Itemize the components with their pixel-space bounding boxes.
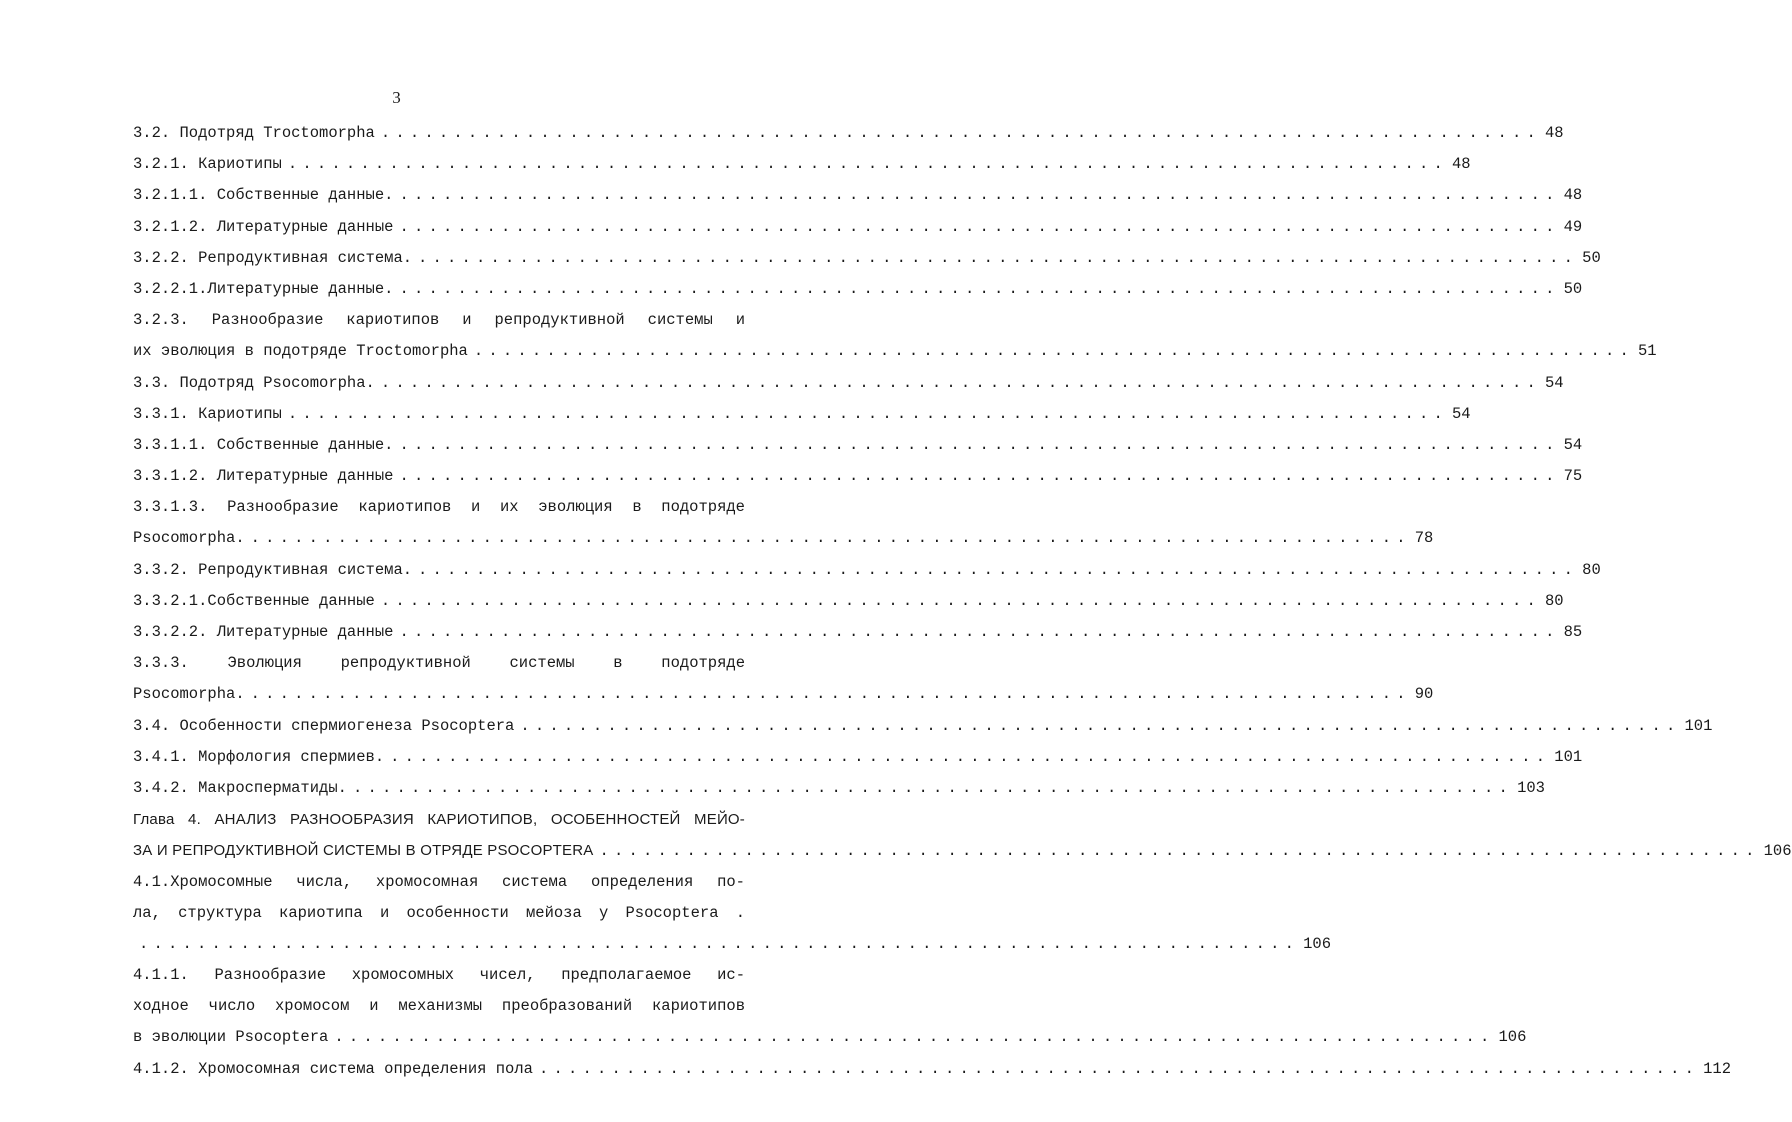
- dot-leader: ................................................................................: [287, 404, 1448, 423]
- toc-entry-text: 3.3.2. Репродуктивная система.: [133, 560, 413, 579]
- toc-line: ла, структура кариотипа и особенности мейоза у Psocoptera .: [133, 903, 745, 922]
- toc-line: 3.3.1.3. Разнообразие кариотипов и их эволюция в подотряде: [133, 498, 745, 517]
- dot-leader: ................................................................................: [287, 155, 1448, 174]
- toc-line: [133, 274, 1583, 305]
- toc-page-number: 101: [1554, 747, 1583, 766]
- dot-leader: ................................................................................: [399, 623, 1560, 641]
- dot-leader: ................................................................................: [399, 186, 1560, 205]
- toc-line: [133, 1022, 1527, 1053]
- dot-leader: ................................................................................: [250, 685, 1411, 704]
- toc-page-number: 54: [1544, 373, 1564, 392]
- toc-line: [133, 586, 1564, 617]
- dot-leader: ................................................................................: [380, 124, 1541, 142]
- toc-line: [133, 555, 1601, 586]
- toc-line: [133, 430, 1583, 461]
- dot-leader: ................................................................................: [380, 373, 1541, 392]
- toc-entry-text: 3.3.1.2. Литературные данные: [133, 467, 394, 486]
- toc-entry-text: 3.3.2.2. Литературные данные: [133, 623, 394, 641]
- toc-entry-text: в эволюции Psocoptera: [133, 1028, 329, 1047]
- toc-page-number: 106: [1763, 842, 1792, 861]
- toc-page-number: 50: [1563, 279, 1583, 298]
- toc-page-number: 101: [1684, 716, 1713, 735]
- toc-entry-text: 3.2. Подотряд Troctomorpha: [133, 124, 375, 142]
- toc-line: [133, 929, 1332, 960]
- toc-entry-text: 4.1.2. Хромосомная система определения пола: [133, 1059, 533, 1078]
- toc-entry-text: 3.4.2. Макросперматиды.: [133, 778, 347, 797]
- dot-leader: ................................................................................: [390, 747, 1551, 766]
- toc-line: [133, 711, 1713, 742]
- dot-leader: ................................................................................: [380, 591, 1541, 610]
- toc-line: [133, 679, 1434, 710]
- toc-line: 3.2.3. Разнообразие кариотипов и репродуктивной системы и: [133, 311, 745, 330]
- toc-page-number: 48: [1544, 124, 1564, 142]
- dot-leader: ................................................................................: [418, 560, 1579, 579]
- dot-leader: ................................................................................: [334, 1028, 1495, 1047]
- table-of-contents: [133, 118, 1792, 1085]
- dot-leader: ................................................................................: [399, 467, 1560, 486]
- toc-page-number: 85: [1563, 623, 1583, 641]
- toc-line: [133, 399, 1471, 430]
- toc-page-number: 80: [1582, 560, 1601, 579]
- toc-page-number: 112: [1703, 1059, 1731, 1078]
- toc-entry-text: их эволюция в подотряде Troctomorpha: [133, 342, 468, 361]
- toc-page-number: 106: [1498, 1028, 1527, 1047]
- toc-entry-text: 3.2.1. Кариотипы: [133, 155, 282, 174]
- toc-entry-text: 3.4. Особенности спермиогенеза Psocoptera: [133, 716, 515, 735]
- page-number: 3: [392, 88, 401, 107]
- dot-leader: ................................................................................: [250, 529, 1411, 548]
- dot-leader: ................................................................................: [599, 842, 1760, 861]
- toc-entry-text: 3.3.1. Кариотипы: [133, 404, 282, 423]
- toc-page-number: 106: [1303, 934, 1332, 953]
- toc-entry-text: Psocomorpha.: [133, 529, 245, 548]
- toc-line: [133, 742, 1583, 773]
- toc-line: [133, 336, 1657, 367]
- toc-line: 3.3.3. Эволюция репродуктивной системы в подотряде: [133, 654, 745, 673]
- toc-line: [133, 243, 1601, 274]
- toc-entry-text: 3.3.2.1.Собственные данные: [133, 591, 375, 610]
- toc-page-number: 80: [1544, 591, 1564, 610]
- toc-page-number: 48: [1563, 186, 1583, 205]
- toc-line: [133, 1054, 1731, 1085]
- toc-entry-text: ЗА И РЕПРОДУКТИВНОЙ СИСТЕМЫ В ОТРЯДЕ PSOCOPTERA: [133, 842, 594, 860]
- dot-leader: ................................................................................: [399, 279, 1560, 298]
- toc-entry-text: 3.2.2. Репродуктивная система.: [133, 248, 413, 267]
- toc-line: [133, 461, 1583, 492]
- dot-leader: ................................................................................: [139, 934, 1300, 953]
- dot-leader: ................................................................................: [399, 217, 1560, 236]
- toc-line: [133, 149, 1471, 180]
- toc-line: Глава 4. АНАЛИЗ РАЗНООБРАЗИЯ КАРИОТИПОВ, ОСОБЕННОСТЕЙ МЕЙО-: [133, 811, 745, 829]
- toc-entry-text: Psocomorpha.: [133, 685, 245, 704]
- toc-page-number: 75: [1563, 467, 1583, 486]
- toc-line: [133, 835, 1792, 866]
- dot-leader: ................................................................................: [399, 435, 1560, 454]
- dot-leader: ................................................................................: [352, 778, 1514, 797]
- toc-line: [133, 118, 1564, 149]
- toc-entry-text: 3.4.1. Морфология спермиев.: [133, 747, 385, 766]
- toc-line: [133, 523, 1434, 554]
- toc-page-number: 78: [1414, 529, 1434, 548]
- toc-entry-text: 3.2.2.1.Литературные данные.: [133, 279, 394, 298]
- toc-line: [133, 773, 1545, 804]
- toc-line: [133, 617, 1583, 648]
- toc-entry-text: 3.2.1.1. Собственные данные.: [133, 186, 394, 205]
- dot-leader: ................................................................................: [538, 1059, 1700, 1078]
- toc-page-number: 49: [1563, 217, 1583, 236]
- toc-line: [133, 180, 1583, 211]
- toc-page-number: 48: [1451, 155, 1471, 174]
- toc-entry-text: 3.2.1.2. Литературные данные: [133, 217, 394, 236]
- dot-leader: ................................................................................: [418, 248, 1579, 267]
- toc-page-number: 54: [1451, 404, 1471, 423]
- toc-line: [133, 368, 1564, 399]
- toc-entry-text: 3.3. Подотряд Psocomorpha.: [133, 373, 375, 392]
- toc-entry-text: 3.3.1.1. Собственные данные.: [133, 435, 394, 454]
- toc-page-number: 90: [1414, 685, 1434, 704]
- dot-leader: ................................................................................: [520, 716, 1681, 735]
- toc-line: 4.1.1. Разнообразие хромосомных чисел, предполагаемое ис-: [133, 966, 745, 985]
- toc-page-number: 50: [1582, 248, 1601, 267]
- dot-leader: ................................................................................: [473, 342, 1634, 361]
- toc-page-number: 103: [1517, 778, 1545, 797]
- toc-line: [133, 212, 1583, 243]
- toc-page-number: 54: [1563, 435, 1583, 454]
- toc-line: ходное число хромосом и механизмы преобразований кариотипов: [133, 997, 745, 1016]
- toc-line: 4.1.Хромосомные числа, хромосомная система определения по-: [133, 872, 745, 891]
- toc-page-number: 51: [1637, 342, 1657, 361]
